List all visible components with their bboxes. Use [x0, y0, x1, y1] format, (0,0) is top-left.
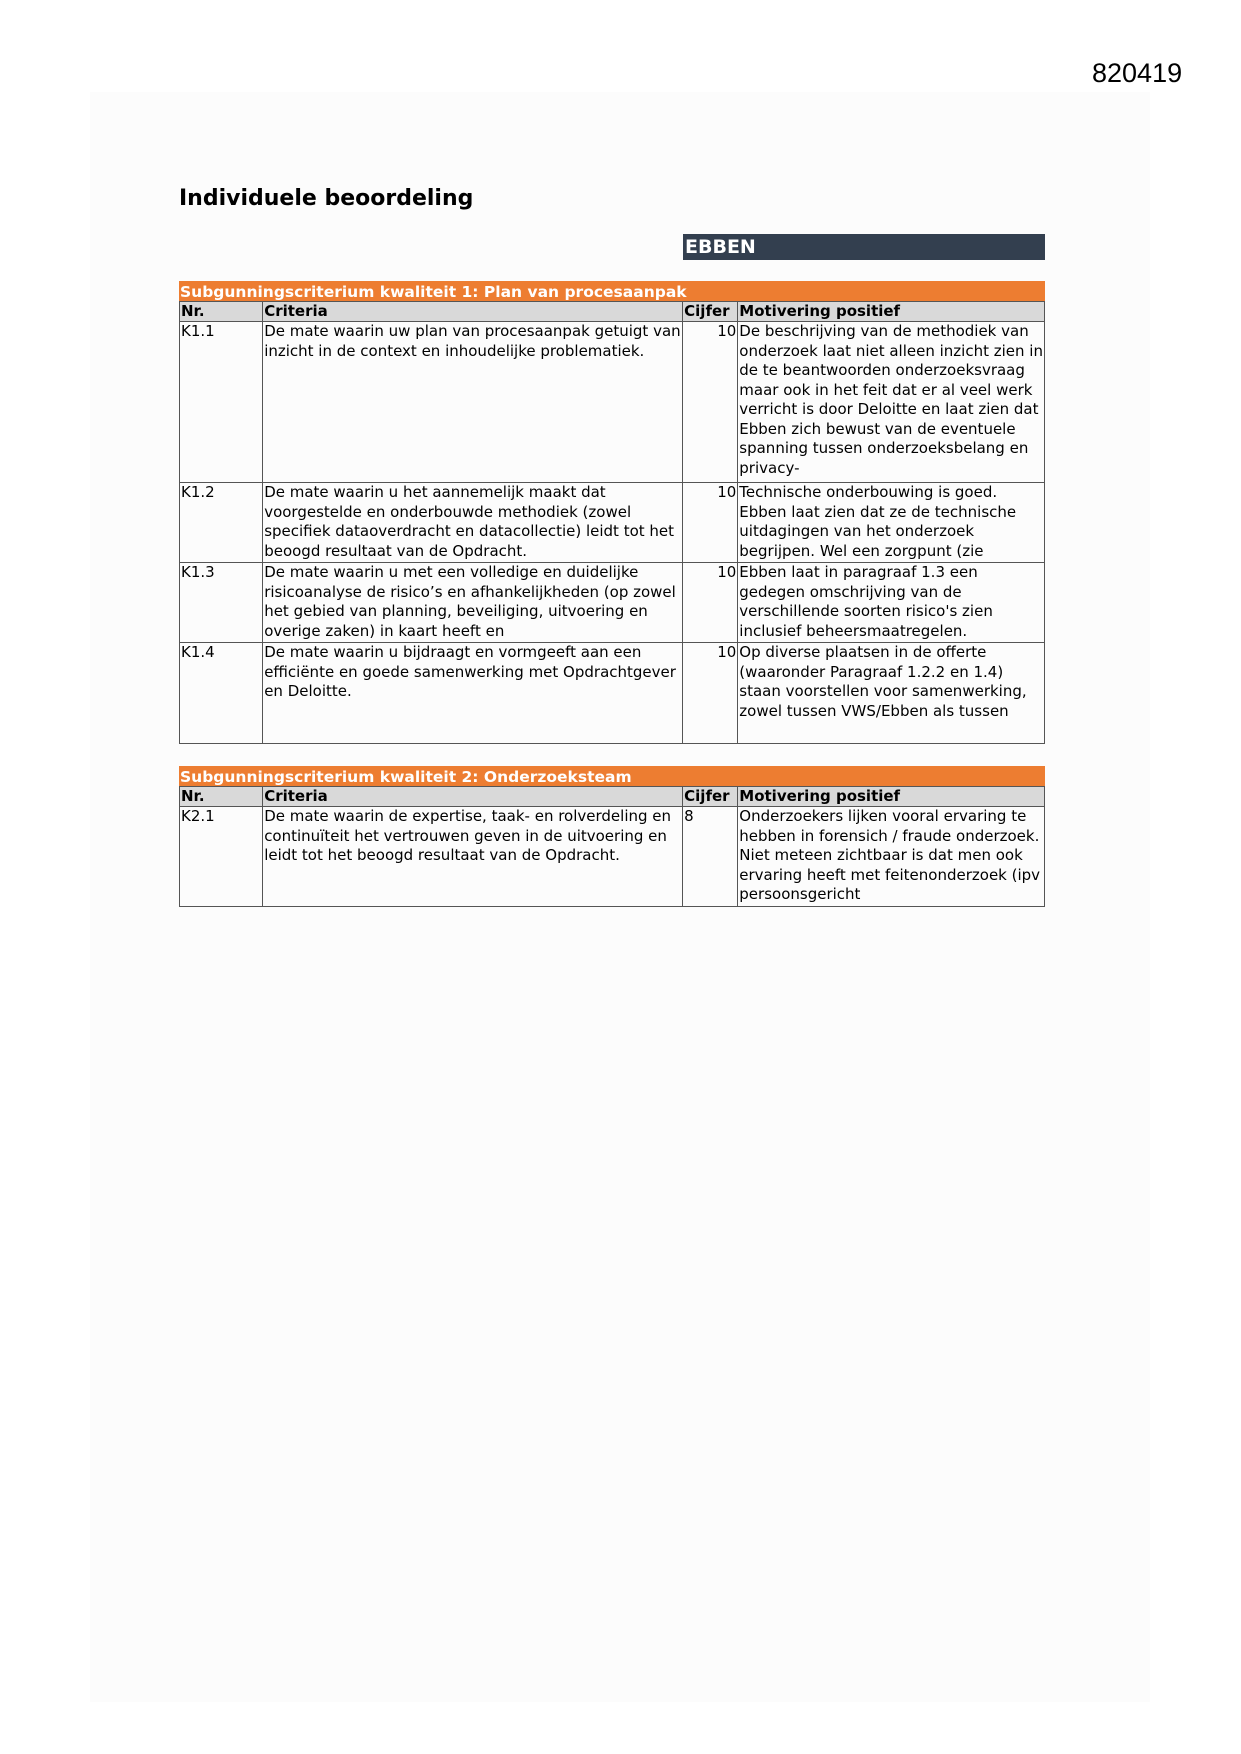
column-header-criteria: Criteria	[263, 787, 683, 807]
column-header-score: Cijfer	[683, 302, 738, 322]
row-nr: K1.3	[180, 563, 263, 643]
row-score: 8	[683, 807, 738, 907]
row-criteria	[263, 483, 683, 563]
row-motivation	[738, 483, 1045, 563]
row-criteria: De mate waarin de expertise, taak- en rolverdeling en continuïteit het vertrouwen geven in de uitvoering en leidt tot het beoogd resultaat van de Opdracht.	[263, 807, 683, 907]
row-nr: K1.4	[180, 643, 263, 744]
table-header-row	[180, 787, 1045, 807]
row-nr: K2.1	[180, 807, 263, 907]
motivation-text: Ebben laat in paragraaf 1.3 een gedegen omschrijving van de verschillende soorten risico's zien inclusief beheersmaatregelen.	[739, 563, 993, 640]
row-criteria: De mate waarin u bijdraagt en vormgeeft aan een efficiënte en goede samenwerking met Opdrachtgever en Deloitte.	[263, 643, 683, 744]
row-motivation	[738, 807, 1045, 907]
row-motivation	[738, 643, 1045, 744]
section-title: Subgunningscriterium kwaliteit 2: Onderzoeksteam	[179, 766, 1045, 786]
column-header-score: Cijfer	[683, 787, 738, 807]
column-header-motivation: Motivering positief	[738, 302, 1045, 322]
column-header-nr: Nr.	[180, 302, 263, 322]
motivation-text: Op diverse plaatsen in de offerte (waaronder Paragraaf 1.2.2 en 1.4) staan voorstellen voor samenwerking, zowel tussen VWS/Ebben als tussen	[739, 643, 1027, 720]
criteria-table	[179, 786, 1045, 907]
page-title: Individuele beoordeling	[179, 186, 474, 211]
table-row	[180, 807, 1045, 907]
row-motivation	[738, 563, 1045, 643]
criterion-section-1	[179, 281, 1045, 744]
row-score: 10	[683, 563, 738, 643]
row-criteria: De mate waarin uw plan van procesaanpak getuigt van inzicht in de context en inhoudelijke problematiek.	[263, 322, 683, 483]
motivation-text: Technische onderbouwing is goed. Ebben laat zien dat ze de technische uitdagingen van het onderzoek begrijpen. Wel een zorgpunt (zie	[739, 483, 1017, 560]
row-criteria	[263, 563, 683, 643]
table-row	[180, 322, 1045, 483]
row-score: 10	[683, 643, 738, 744]
document-id: 820419	[1092, 58, 1183, 88]
row-score: 10	[683, 322, 738, 483]
criteria-text: De mate waarin u met een volledige en duidelijke risicoanalyse de risico’s en afhankelijkheden (op zowel het gebied van planning, beveiliging, uitvoering en overige zaken) in kaart heeft en	[264, 563, 676, 640]
criterion-section-2	[179, 766, 1045, 907]
vendor-header: EBBEN	[683, 234, 1045, 260]
row-nr: K1.2	[180, 483, 263, 563]
column-header-criteria: Criteria	[263, 302, 683, 322]
motivation-text: De beschrijving van de methodiek van onderzoek laat niet alleen inzicht zien in de te beantwoorden onderzoeksvraag maar ook in het feit dat er al veel werk verricht is door Deloitte en laat zien dat Ebben zich bewust van de eventuele spanning tussen onderzoeksbelang en privacy-	[739, 322, 1043, 477]
section-title: Subgunningscriterium kwaliteit 1: Plan van procesaanpak	[179, 281, 1045, 301]
column-header-motivation: Motivering positief	[738, 787, 1045, 807]
criteria-text: De mate waarin u het aannemelijk maakt dat voorgestelde en onderbouwde methodiek (zowel specifiek dataoverdracht en datacollectie) leidt tot het beoogd resultaat van de Opdracht.	[264, 483, 675, 560]
row-motivation	[738, 322, 1045, 483]
motivation-text: Onderzoekers lijken vooral ervaring te hebben in forensich / fraude onderzoek. Niet meteen zichtbaar is dat men ook ervaring heeft met feitenonderzoek (ipv persoonsgericht	[739, 807, 1041, 903]
table-row	[180, 643, 1045, 744]
criteria-table	[179, 301, 1045, 744]
table-row	[180, 483, 1045, 563]
table-header-row	[180, 302, 1045, 322]
row-nr: K1.1	[180, 322, 263, 483]
table-row	[180, 563, 1045, 643]
column-header-nr: Nr.	[180, 787, 263, 807]
row-score: 10	[683, 483, 738, 563]
